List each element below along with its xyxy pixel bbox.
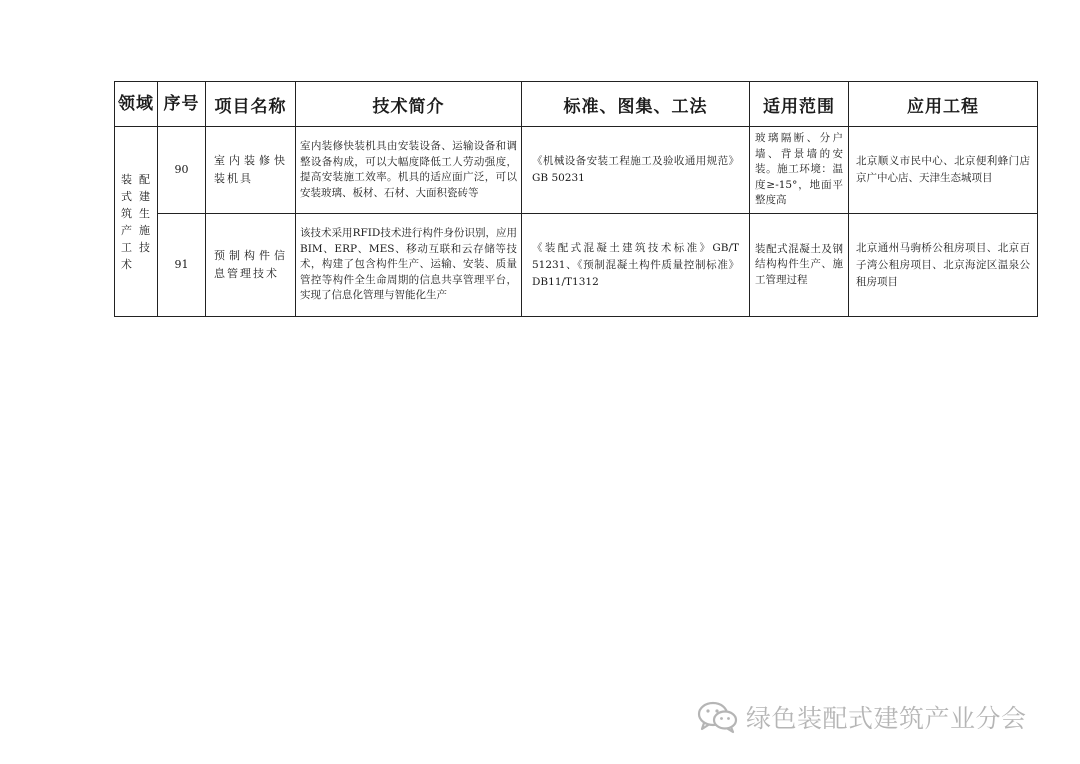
scope-cell: 玻璃隔断、分户墙、背景墙的安装。施工环境：温度≥-15°，地面平整度高 [750, 127, 849, 214]
technology-table [114, 81, 1038, 317]
watermark [696, 697, 1027, 737]
header-scope: 适用范围 [750, 82, 849, 127]
header-domain-text: 领域 [118, 94, 154, 114]
projects-cell: 北京通州马驹桥公租房项目、北京百子湾公租房项目、北京海淀区温泉公租房项目 [849, 214, 1038, 317]
name-cell: 预制构件信息管理技术 [206, 214, 296, 317]
scope-cell: 装配式混凝土及钢结构构件生产、施工管理过程 [750, 214, 849, 317]
header-projects: 应用工程 [849, 82, 1038, 127]
table-row [115, 214, 1038, 317]
projects-cell: 北京顺义市民中心、北京便利蜂门店京广中心店、天津生态城项目 [849, 127, 1038, 214]
intro-cell: 该技术采用RFID技术进行构件身份识别，应用BIM、ERP、MES、移动互联和云存储等技术，构建了包含构件生产、运输、安装、质量管控等构件全生命周期的信息共享管理平台，实现了信息化管理与智能化生产 [296, 214, 522, 317]
name-cell: 室内装修快装机具 [206, 127, 296, 214]
header-standards: 标准、图集、工法 [522, 82, 750, 127]
table-header-row [115, 82, 1038, 127]
watermark-text: 绿色装配式建筑产业分会 [746, 704, 1027, 733]
seq-cell: 90 [158, 127, 206, 214]
wechat-icon [696, 699, 740, 735]
header-domain [115, 82, 158, 127]
standards-cell: 《机械设备安装工程施工及验收通用规范》GB 50231 [522, 127, 750, 214]
header-seq-text: 序号 [163, 94, 200, 114]
header-intro: 技术简介 [296, 82, 522, 127]
header-seq [158, 82, 206, 127]
intro-cell: 室内装修快装机具由安装设备、运输设备和调整设备构成，可以大幅度降低工人劳动强度，提高安装施工效率。机具的适应面广泛，可以安装玻璃、板材、石材、大面积瓷砖等 [296, 127, 522, 214]
domain-text: 装配式建筑生产施工技术 [121, 172, 151, 271]
header-name: 项目名称 [206, 82, 296, 127]
domain-cell [115, 127, 158, 317]
seq-cell: 91 [158, 214, 206, 317]
standards-cell: 《装配式混凝土建筑技术标准》GB/T 51231、《预制混凝土构件质量控制标准》DB11/T1312 [522, 214, 750, 317]
table-row [115, 127, 1038, 214]
